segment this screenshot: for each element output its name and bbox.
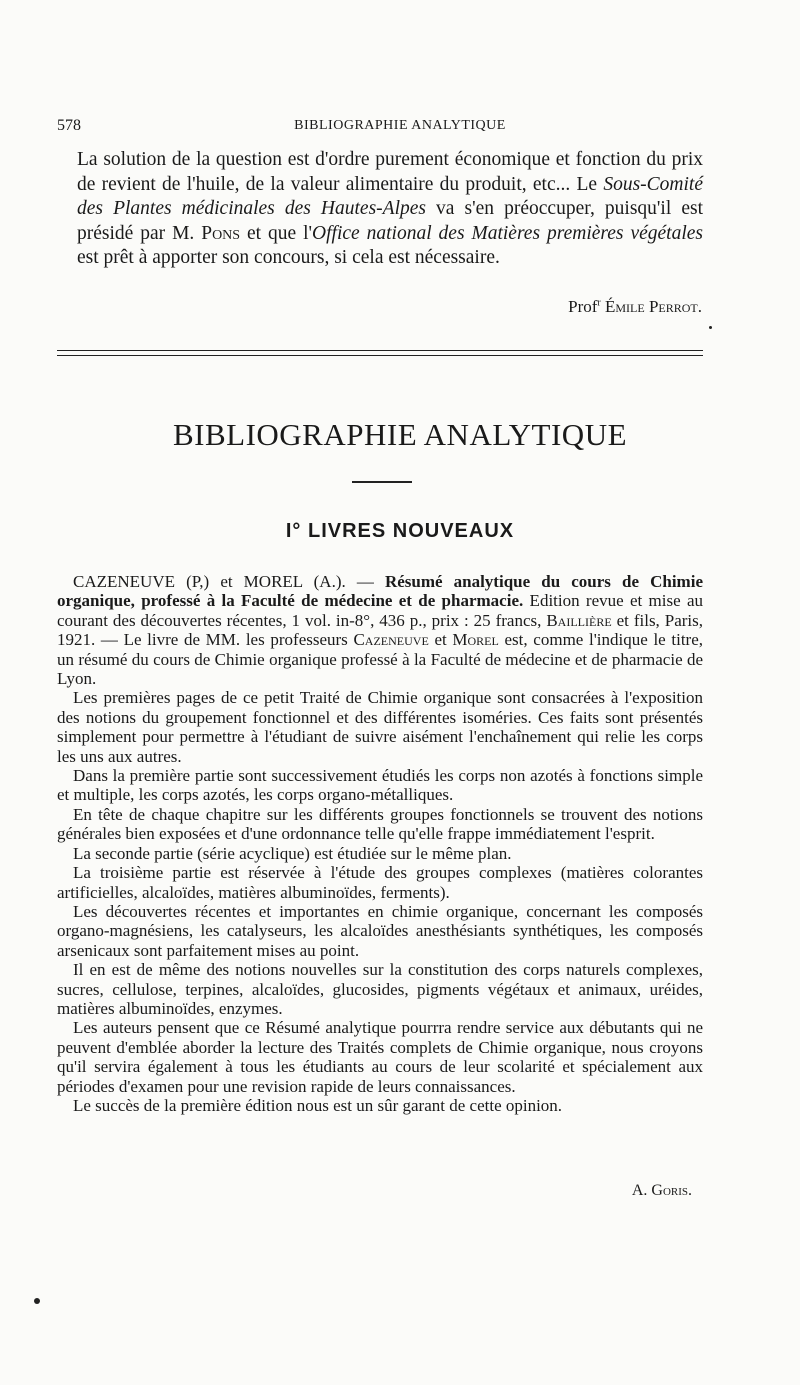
- section-divider: [57, 350, 703, 356]
- signature-name: Émile Perrot.: [605, 297, 702, 316]
- closing-text-3: et que l': [240, 222, 313, 244]
- review-paragraph: En tête de chaque chapitre sur les différents groupes fonctionnels se trouvent des notions générales bien exposées et d'une ordonnance telle qu'elle frappe immédiatement l'esprit.: [57, 804, 703, 844]
- closing-paragraph: [57, 148, 703, 271]
- scan-speck: [709, 326, 712, 329]
- author-signature: [568, 297, 702, 317]
- page-title: BIBLIOGRAPHIE ANALYTIQUE: [172, 417, 628, 452]
- review-paragraph: Il en est de même des notions nouvelles sur la constitution des corps naturels complexes, sucres, cellulose, terpines, alcaloïdes, glucosides, pigments végétaux et animaux, uréides, matières albuminoïdes, enzymes.: [57, 960, 703, 1018]
- scan-speck: [34, 1298, 40, 1304]
- signature-sup: r: [597, 297, 601, 309]
- review-paragraph: CAZENEUVE (P,) et MOREL (A.). — Résumé analytique du cours de Chimie organique, professé à la Faculté de médecine et de pharmacie. Edition revue et mise au courant des découvertes récentes, 1 vol. in-8°, 436 p., prix : 25 francs, Baillière et fils, Paris, 1921. — Le livre de MM. les professeurs Cazeneuve et Morel est, comme l'indique le titre, un résumé du cours de Chimie organique professé à la Faculté de médecine et de pharmacie de Lyon.: [57, 572, 703, 689]
- book-review: [57, 572, 703, 1115]
- closing-name: Pons: [201, 222, 241, 244]
- signature-prefix: Prof: [568, 297, 598, 316]
- review-paragraph: La troisième partie est réservée à l'étude des groupes complexes (matières colorantes artificielles, alcaloïdes, matières albuminoïdes, ferments).: [57, 863, 703, 902]
- review-authors: CAZENEUVE (P,) et MOREL (A.). —: [73, 572, 385, 591]
- publisher-name: Baillière: [546, 610, 612, 630]
- section-heading: I° LIVRES NOUVEAUX: [285, 520, 515, 542]
- review-paragraph: Le succès de la première édition nous est un sûr garant de cette opinion.: [73, 1095, 563, 1115]
- review-paragraph: Les découvertes récentes et importantes en chimie organique, concernant les composés organo-magnésiens, les catalyseurs, les alcaloïdes anesthésiants synthétiques, les composés arsenicaux sont parfaitement mises au point.: [57, 901, 703, 960]
- review-paragraph: Dans la première partie sont successivement étudiés les corps non azotés à fonctions simple et multiple, les corps azotés, les corps organo-métalliques.: [57, 766, 703, 805]
- closing-text-4: est prêt à apporter son concours, si cela est nécessaire.: [77, 247, 500, 269]
- running-header: [57, 117, 703, 137]
- closing-text-2: va s'en préoccuper, puisqu'il est présidé par M.: [77, 198, 703, 244]
- closing-text-1: La solution de la question est d'ordre purement économique et fonction du prix de revient de l'huile, de la valeur alimentaire du produit, etc... Le: [77, 149, 703, 195]
- review-signature: A. Goris.: [631, 1182, 692, 1199]
- page-number: 578: [57, 117, 81, 134]
- review-paragraph: La seconde partie (série acyclique) est étudiée sur le même plan.: [73, 843, 512, 863]
- closing-italic-1: Sous-Comité des Plantes médicinales des Hautes-Alpes: [77, 173, 703, 220]
- closing-italic-2: Office national des Matières premières végétales: [312, 222, 703, 244]
- review-paragraph: Les premières pages de ce petit Traité de Chimie organique sont consacrées à l'exposition des notions du groupement fonctionnel et des différentes isoméries. Ces faits sont présentés simplement pour permettre à l'étudiant de suivre aisément l'enchaînement qui relie les corps les uns aux autres.: [57, 688, 703, 766]
- title-rule: [352, 481, 412, 483]
- review-book-title: Résumé analytique du cours de Chimie organique, professé à la Faculté de médecine et de pharmacie.: [57, 572, 703, 611]
- running-title: BIBLIOGRAPHIE ANALYTIQUE: [294, 118, 506, 133]
- review-paragraph: Les auteurs pensent que ce Résumé analytique pourrra rendre service aux débutants qui ne peuvent d'emblée aborder la lecture des Traités complets de Chimie organique, nous croyons qu'il servira également à tous les étudiants au cours de leur scolarité et spécialement aux périodes d'examen pour une revision rapide de leurs connaissances.: [57, 1018, 703, 1096]
